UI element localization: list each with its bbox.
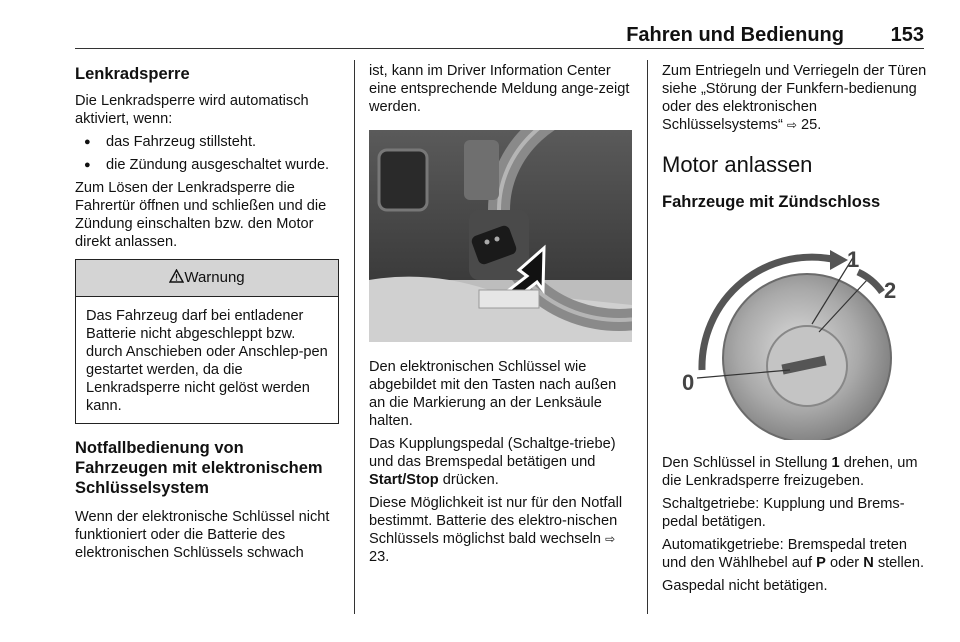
column-3 — [662, 62, 927, 600]
section-heading: Fahrzeuge mit Zündschloss — [662, 193, 881, 211]
warning-box — [75, 259, 339, 424]
paragraph: Schaltgetriebe: Kupplung und Brems-pedal betätigen. — [662, 496, 905, 530]
paragraph: ist, kann im Driver Information Center eine entsprechende Meldung ange-zeigt werden. — [369, 63, 630, 115]
paragraph: Gaspedal nicht betätigen. — [662, 578, 828, 594]
warning-header — [76, 260, 338, 297]
paragraph: Automatikgetriebe: Bremspedal treten und den Wählhebel auf P oder N stellen. — [662, 537, 925, 571]
page-reference-arrow-icon: ⇨ — [605, 532, 616, 546]
list-item: ● die Zündung ausgeschaltet wurde. — [75, 156, 339, 174]
column-2 — [369, 62, 634, 571]
warning-title: Warnung — [184, 269, 245, 286]
paragraph: Zum Entriegeln und Verriegeln der Türen siehe „Störung der Funkfern-bedienung oder des elektronischen Schlüsselsystems“ ⇨ 25. — [662, 63, 927, 133]
subsection-heading: Notfallbedienung von Fahrzeugen mit elektronischem Schlüsselsystem — [75, 439, 323, 497]
page-header — [75, 22, 924, 49]
warning-triangle-icon — [169, 269, 184, 286]
column-divider — [354, 60, 355, 614]
ignition-dial-diagram — [662, 220, 927, 440]
warning-text: Das Fahrzeug darf bei entladener Batterie nicht abgeschleppt bzw. durch Anschieben oder Anschlep-pen gestartet werden, da die Lenkradsperre nicht gelöst werden kann. — [86, 308, 328, 414]
paragraph: Wenn der elektronische Schlüssel nicht funktioniert oder die Batterie des elektronischen Schlüssels schwach — [75, 509, 330, 561]
column-1 — [75, 62, 339, 567]
header-title: Fahren und Bedienung — [626, 24, 844, 46]
dial-position-label: 2 — [884, 278, 897, 303]
paragraph: Zum Lösen der Lenkradsperre die Fahrertür öffnen und schließen und die Zündung einschalten bzw. den Motor direkt anlassen. — [75, 180, 327, 250]
paragraph: Den Schlüssel in Stellung 1 drehen, um die Lenkradsperre freizugeben. — [662, 455, 918, 489]
bullet-list — [75, 133, 339, 174]
dial-position-label: 1 — [847, 247, 860, 272]
page-number: 153 — [890, 24, 924, 46]
chapter-heading: Motor anlassen — [662, 152, 813, 177]
list-item: ● das Fahrzeug stillsteht. — [75, 133, 339, 151]
page-reference-arrow-icon: ⇨ — [786, 118, 797, 132]
paragraph: Das Kupplungspedal (Schaltge-triebe) und das Bremspedal betätigen und Start/Stop drücken. — [369, 436, 616, 488]
paragraph: Die Lenkradsperre wird automatisch aktiviert, wenn: — [75, 93, 309, 127]
paragraph: Den elektronischen Schlüssel wie abgebildet mit den Tasten nach außen an die Markierung an der Lenksäule halten. — [369, 359, 617, 429]
paragraph: Diese Möglichkeit ist nur für den Notfall bestimmt. Batterie des elektro-nischen Schlüssels möglichst bald wechseln ⇨ 23. — [369, 495, 623, 565]
section-heading: Lenkradsperre — [75, 65, 190, 83]
steering-column-photo — [369, 130, 632, 342]
column-divider — [647, 60, 648, 614]
dial-position-label: 0 — [682, 370, 695, 395]
